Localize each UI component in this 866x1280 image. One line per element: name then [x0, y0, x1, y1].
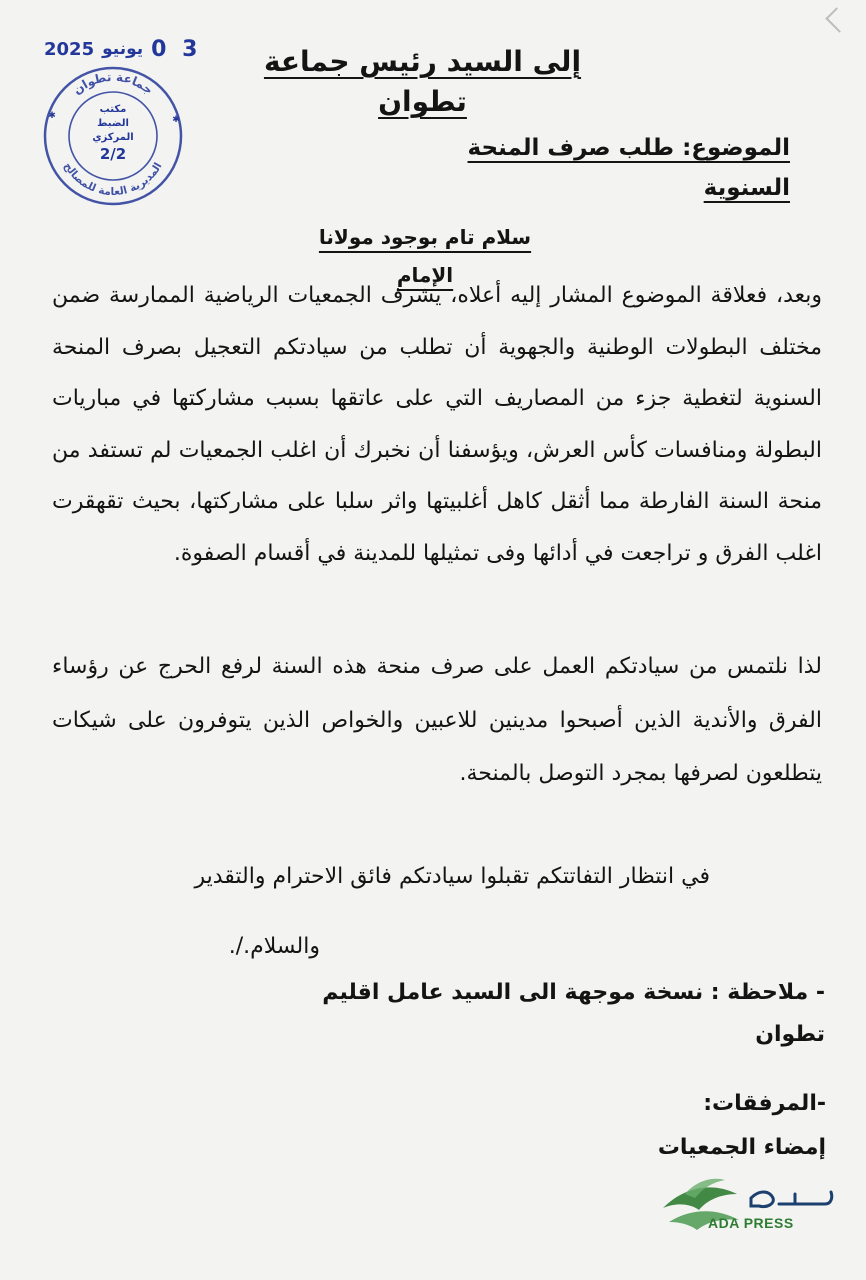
seal-star-icon: ✱ [172, 115, 180, 125]
attachments-label: -المرفقات: [703, 1091, 826, 1116]
registry-seal-stamp [38, 62, 188, 207]
stamp-date [44, 34, 202, 64]
body-paragraph-1: وبعد، فعلاقة الموضوع المشار إليه أعلاه، يشرف الجمعيات الرياضية الممارسة ضمن مختلف البطولات الوطنية والجهوية أن تطلب من سيادتكم التعجيل بصرف المنحة السنوية لتغطية جزء من المصاريف التي على عاتقها بسبب مشاركتها في مباريات البطولة ومنافسات كأس العرش، ويؤسفنا أن نخبرك أن اغلب الجمعيات لم تستفد من منحة السنة الفارطة مما أثقل كاهل أغلبيتها واثر سلبا على مشاركتها، بحيث تقهقرت اغلب الفرق و تراجعت في أدائها وفى تمثيلها للمدينة في أقسام الصفوة. [52, 283, 822, 566]
stamp-date-day: 3 0 [151, 36, 202, 62]
subject-line: الموضوع: طلب صرف المنحة السنوية [467, 135, 790, 201]
salutation-end: والسلام./. [228, 934, 320, 959]
seal-bottom-text: المديرية العامة للمصالح [61, 160, 165, 199]
seal-number: 2/2 [99, 145, 127, 163]
seal-line3: المركزي [92, 132, 134, 143]
stamp-date-month: يونيو [102, 39, 144, 59]
copy-note: - ملاحظة : نسخة موجهة الى السيد عامل اقليم تطوان [322, 980, 825, 1047]
closing-line: في انتظار التفاتتكم تقبلوا سيادتكم فائق الاحترام والتقدير [194, 864, 710, 889]
stamp-date-year: 2025 [44, 38, 95, 60]
seal-top-text: جماعة تطوان [70, 69, 156, 98]
body-paragraph-2: لذا نلتمس من سيادتكم العمل على صرف منحة هذه السنة لرفع الحرج عن رؤساء الفرق والأندية الذين أصبحوا مدينين للاعبين والخواص الذين يتوفرون على شيكات يتطلعون لصرفها بمجرد التوصل بالمنحة. [52, 654, 822, 786]
watermark-brand-text: ADA PRESS [708, 1215, 794, 1231]
recipient-heading: إلى السيد رئيس جماعة تطوان [263, 45, 582, 118]
seal-star-icon: ✱ [48, 111, 56, 121]
sada-press-logo-icon [655, 1168, 840, 1250]
attachments-section [560, 1082, 826, 1170]
seal-line2: الضبط [97, 118, 129, 129]
greeting-line: سلام تام بوجود مولانا الإمام [318, 225, 532, 287]
attachments-item: إمضاء الجمعيات [657, 1135, 826, 1160]
corner-fold-mark [825, 7, 850, 32]
seal-line1: مكتب [99, 104, 127, 115]
